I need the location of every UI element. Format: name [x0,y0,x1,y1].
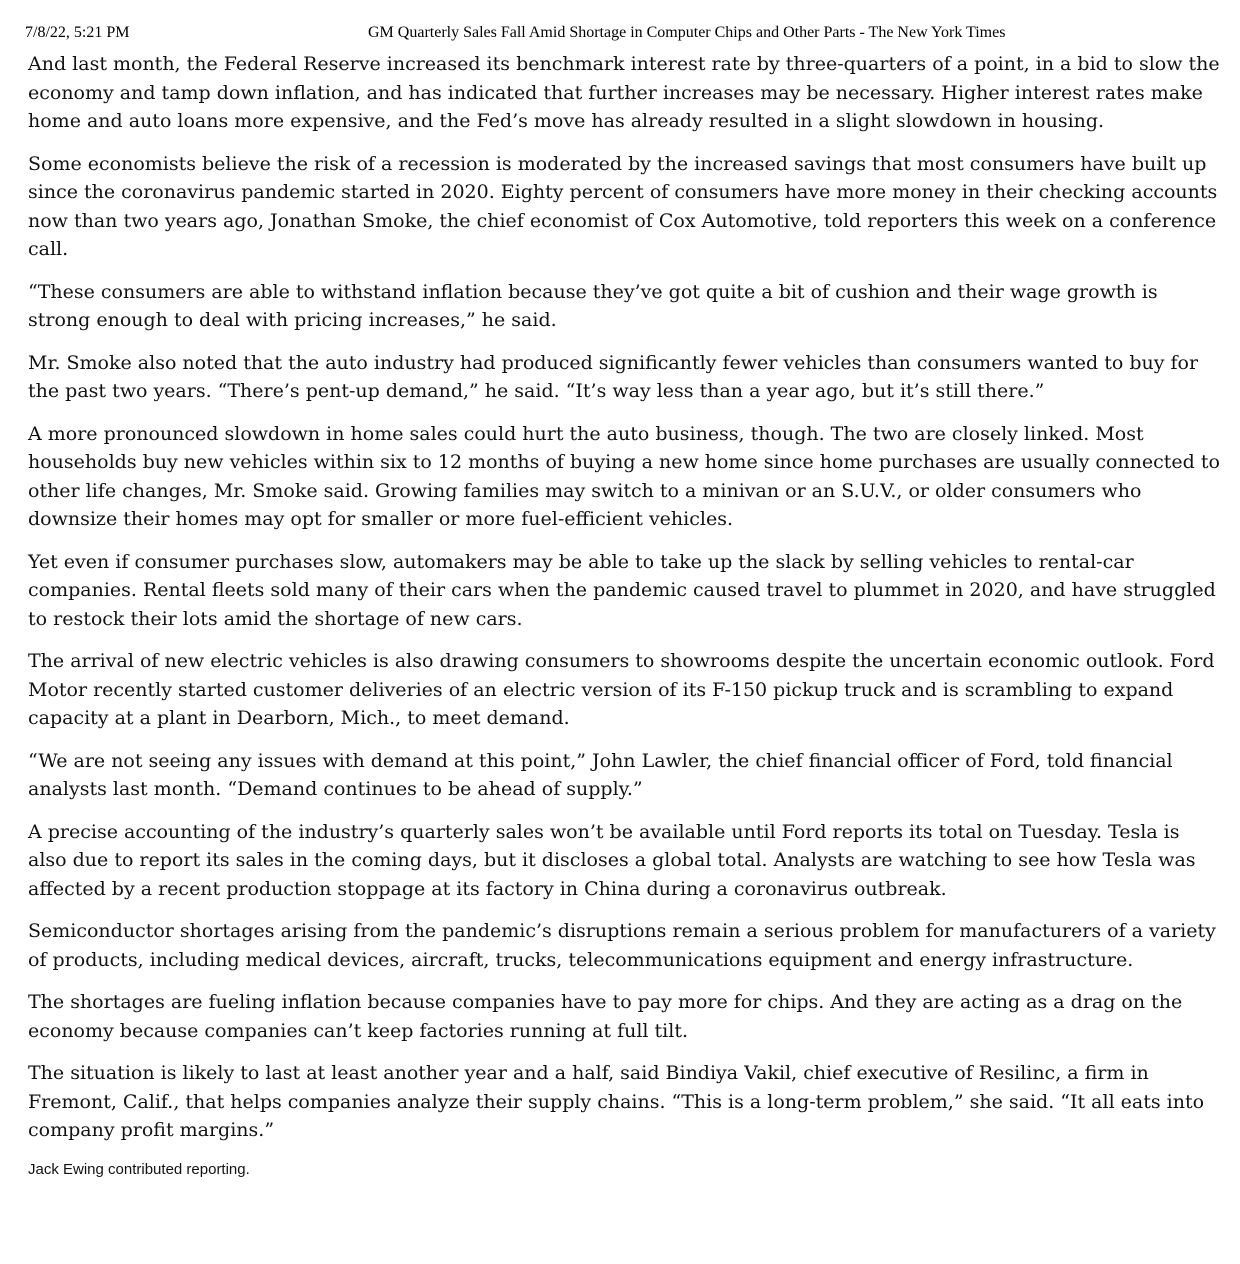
article-paragraph: Some economists believe the risk of a recession is moderated by the increased savings that most consumers have built up since the coronavirus pandemic started in 2020. Eighty percent of consumers have more money in their checking accounts now than two years ago, Jonathan Smoke, the chief economist of Cox Automotive, told reporters this week on a conference call. [28,152,1218,260]
print-header [25,24,1215,44]
article-paragraph: The situation is likely to last at least another year and a half, said Bindiya Vakil, chief executive of Resilinc, a firm in Fremont, Calif., that helps companies analyze their supply chains. “This is a long-term problem,” she said. “It all eats into company profit margins.” [28,1062,1205,1141]
article-paragraph: The shortages are fueling inflation because companies have to pay more for chips. And they are acting as a drag on the economy because companies can’t keep factories running at full tilt. [28,991,1183,1042]
article-paragraph: And last month, the Federal Reserve increased its benchmark interest rate by three-quarters of a point, in a bid to slow the economy and tamp down inflation, and has indicated that further increases may be necessary. Higher interest rates make home and auto loans more expensive, and the Fed’s move has already resulted in a slight slowdown in housing. [28,53,1220,132]
article-paragraph: The arrival of new electric vehicles is also drawing consumers to showrooms despite the uncertain economic outlook. Ford Motor recently started customer deliveries of an electric version of its F-150 pickup truck and is scrambling to expand capacity at a plant in Dearborn, Mich., to meet demand. [28,650,1215,729]
print-page-title: GM Quarterly Sales Fall Amid Shortage in Computer Chips and Other Parts - The New York Times [368,24,1006,41]
contributor-note: Jack Ewing contributed reporting. [28,1160,250,1178]
article-paragraph: “These consumers are able to withstand inflation because they’ve got quite a bit of cushion and their wage growth is strong enough to deal with pricing increases,” he said. [28,280,1158,331]
article-paragraph: A more pronounced slowdown in home sales could hurt the auto business, though. The two are closely linked. Most households buy new vehicles within six to 12 months of buying a new home since home purchases are usually connected to other life changes, Mr. Smoke said. Growing families may switch to a minivan or an S.U.V., or older consumers who downsize their homes may opt for smaller or more fuel-efficient vehicles. [28,422,1220,530]
article-paragraph: “We are not seeing any issues with demand at this point,” John Lawler, the chief financial officer of Ford, told financial analysts last month. “Demand continues to be ahead of supply.” [28,749,1173,800]
article-body [28,50,1220,1181]
article-paragraph: Mr. Smoke also noted that the auto industry had produced significantly fewer vehicles than consumers wanted to buy for the past two years. “There’s pent-up demand,” he said. “It’s way less than a year ago, but it’s still there.” [28,351,1199,402]
article-paragraph: A precise accounting of the industry’s quarterly sales won’t be available until Ford reports its total on Tuesday. Tesla is also due to report its sales in the coming days, but it discloses a global total. Analysts are watching to see how Tesla was affected by a recent production stoppage at its factory in China during a coronavirus outbreak. [28,820,1196,900]
article-paragraph: Yet even if consumer purchases slow, automakers may be able to take up the slack by selling vehicles to rental-car companies. Rental fleets sold many of their cars when the pandemic caused travel to plummet in 2020, and have struggled to restock their lots amid the shortage of new cars. [28,550,1216,630]
article-paragraph: Semiconductor shortages arising from the pandemic’s disruptions remain a serious problem for manufacturers of a variety of products, including medical devices, aircraft, trucks, telecommunications equipment and energy infrastructure. [28,920,1216,971]
print-date: 7/8/22, 5:21 PM [25,24,130,41]
